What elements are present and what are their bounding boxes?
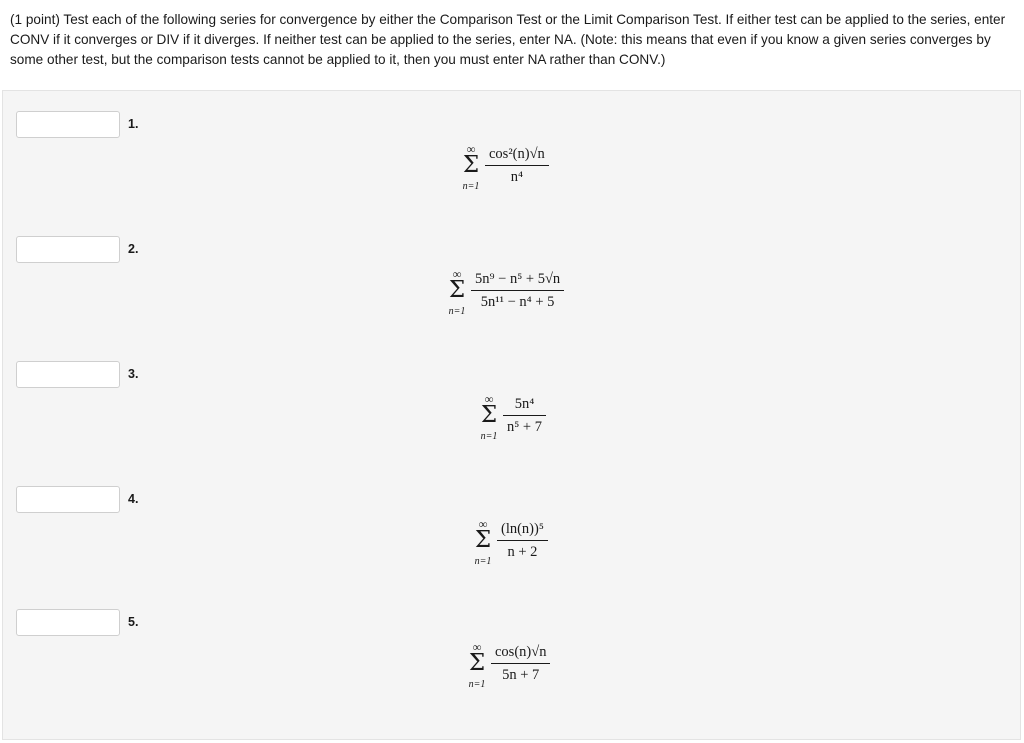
problem-3 [3,361,1020,481]
upper-limit: ∞ [484,392,494,406]
lower-limit: n=1 [480,431,498,442]
lower-limit: n=1 [468,679,486,690]
answer-input-4[interactable] [16,486,120,513]
sigma-icon: Σ [448,277,466,303]
numerator: cos(n)√n [495,644,547,660]
upper-limit: ∞ [452,267,462,281]
answer-input-5[interactable] [16,609,120,636]
sigma-icon: Σ [480,402,498,428]
upper-limit: ∞ [478,517,488,531]
sigma-icon: Σ [462,152,480,178]
fraction [491,643,550,684]
denominator: n + 2 [507,544,538,560]
answer-input-1[interactable] [16,111,120,138]
upper-limit: ∞ [466,142,476,156]
answer-panel [2,90,1021,740]
denominator: 5n + 7 [502,667,540,683]
summation-symbol [477,393,501,443]
denominator: n⁵ + 7 [507,419,542,435]
problem-number-4: 4. [128,492,139,506]
summation-symbol [445,268,469,318]
fraction [503,395,546,436]
problem-number-2: 2. [128,242,139,256]
answer-input-3[interactable] [16,361,120,388]
numerator: 5n⁹ − n⁵ + 5√n [475,271,561,287]
summation-symbol [471,518,495,568]
fraction [485,145,549,186]
denominator: n⁴ [510,169,524,185]
answer-input-2[interactable] [16,236,120,263]
sigma-icon: Σ [474,527,492,553]
lower-limit: n=1 [474,556,492,567]
denominator: 5n¹¹ − n⁴ + 5 [480,294,555,310]
problem-4 [3,486,1020,606]
fraction [471,270,564,311]
sigma-icon: Σ [468,650,486,676]
problem-5 [3,609,1020,729]
summation-symbol [465,641,489,691]
problem-1 [3,111,1020,231]
lower-limit: n=1 [462,181,480,192]
numerator: cos²(n)√n [489,146,545,162]
lower-limit: n=1 [448,306,466,317]
problem-number-3: 3. [128,367,139,381]
problem-instructions: (1 point) Test each of the following series for convergence by either the Comparison Test or the Limit Comparison Test. If either test can be applied to the series, enter CONV if it converges or DIV if it diverges. If neither test can be applied to the series, enter NA. (Note: this means that even if you know a given series converges by some other test, but the comparison tests cannot be applied to it, then you must enter NA rather than CONV.) [10,12,1006,67]
fraction [497,520,548,561]
numerator: 5n⁴ [514,396,535,412]
problem-number-1: 1. [128,117,139,131]
upper-limit: ∞ [472,640,482,654]
numerator: (ln(n))⁵ [501,521,544,537]
problem-2 [3,236,1020,356]
problem-number-5: 5. [128,615,139,629]
summation-symbol [459,143,483,193]
